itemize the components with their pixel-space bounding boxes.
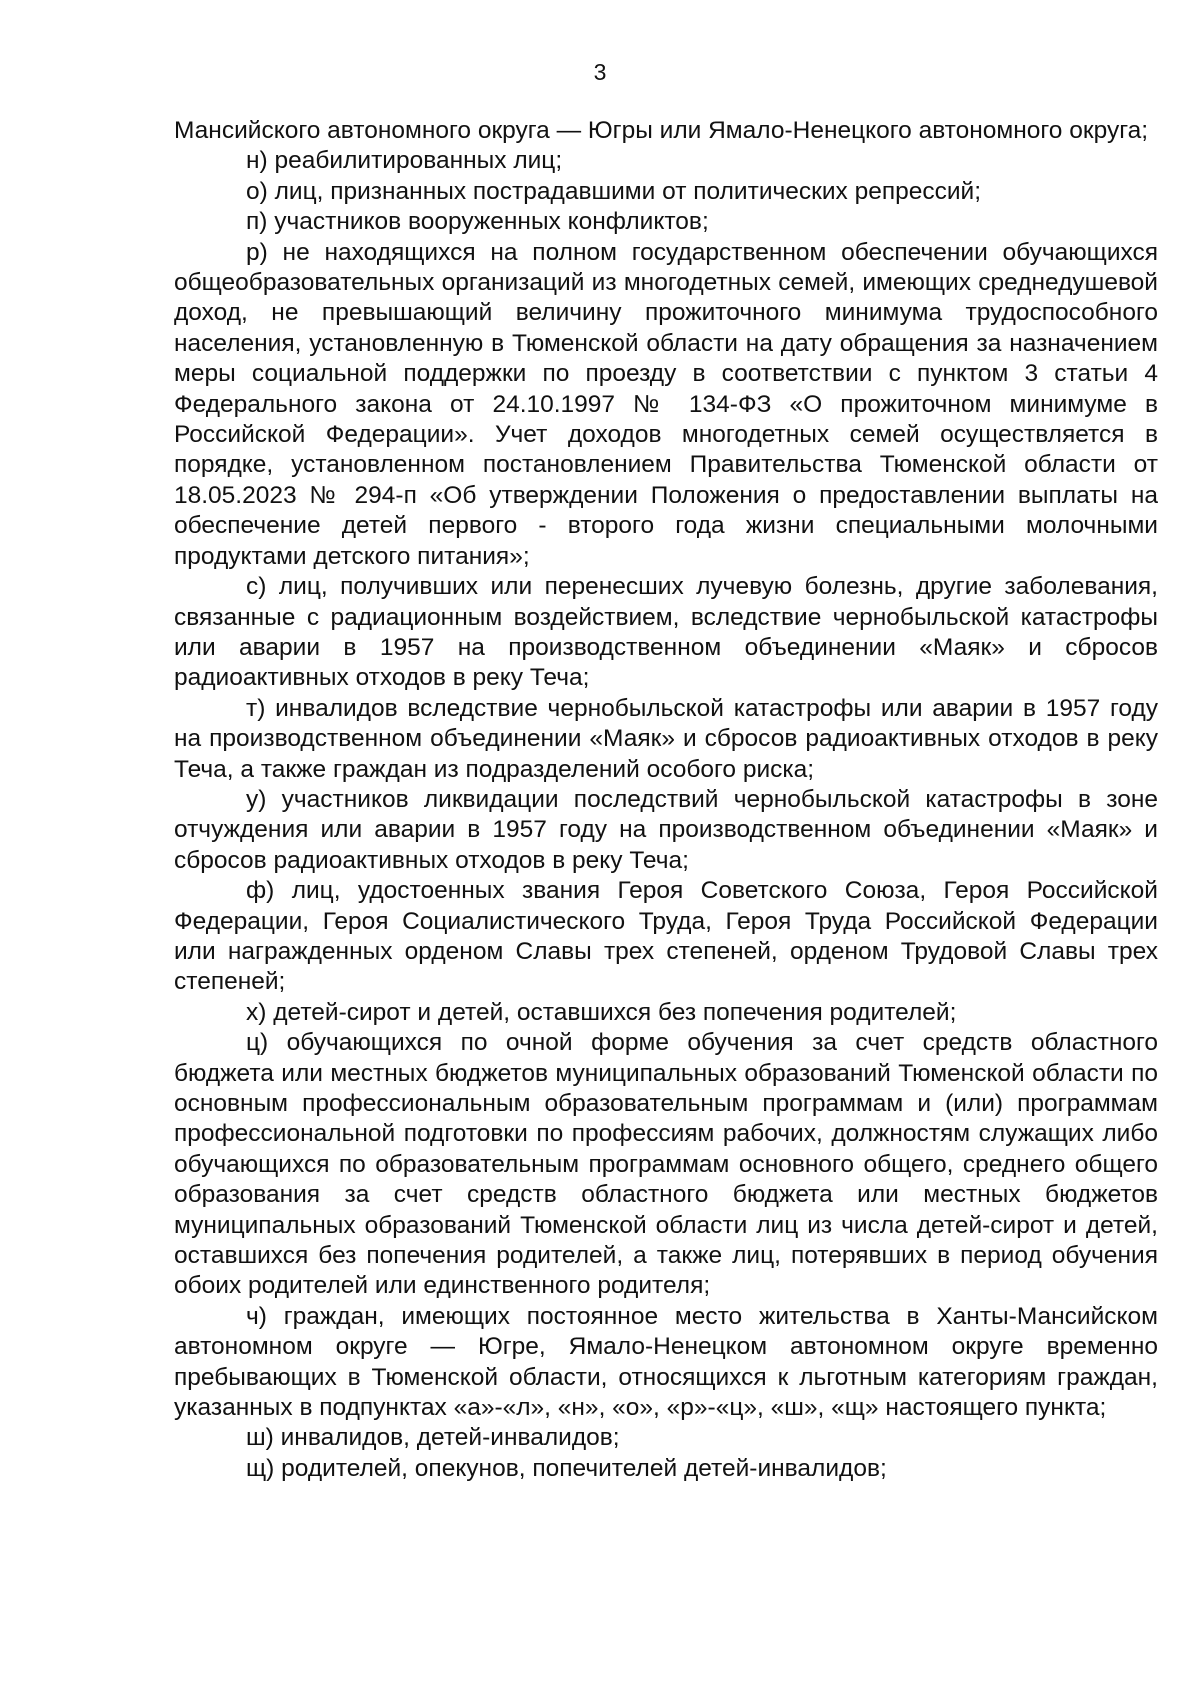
list-item-ts: ц) обучающихся по очной форме обучения за счет средств областного бюджета или местных бюджетов муниципальных образований Тюменской области по основным профессиональным образовательным программам и (или) программам профессиональной подготовки по профессиям рабочих, должностям служащих либо обучающихся по образовательным программам основного общего, среднего общего образования за счет средств областного бюджета или местных бюджетов муниципальных образований Тюменской области лиц из числа детей-сирот и детей, оставшихся без попечения родителей, а также лиц, потерявших в период обучения обоих родителей или единственного родителя; xyxy=(174,1029,1158,1300)
list-item-r: р) не находящихся на полном государственном обеспечении обучающихся общеобразовательных организаций из многодетных семей, имеющих среднедушевой доход, не превышающий величину прожиточного минимума трудоспособного населения, установленную в Тюменской области на дату обращения за назначением меры социальной поддержки по проезду в соответствии с пунктом 3 статьи 4 Федерального закона от 24.10.1997 № 134-ФЗ «О прожиточном минимуме в Российской Федерации». Учет доходов многодетных семей осуществляется в порядке, установленном постановлением Правительства Тюменской области от 18.05.2023 № 294-п «Об утверждении Положения о предоставлении выплаты на обеспечение детей первого - второго года жизни специальными молочными продуктами детского питания»; xyxy=(174,238,1158,570)
list-item-p: п) участников вооруженных конфликтов; xyxy=(246,208,709,236)
list-item-shch: щ) родителей, опекунов, попечителей детей-инвалидов; xyxy=(246,1454,887,1482)
list-item-sh: ш) инвалидов, детей-инвалидов; xyxy=(246,1424,620,1452)
list-item-ch: ч) граждан, имеющих постоянное место жительства в Ханты-Мансийском автономном округе — Югре, Ямало-Ненецком автономном округе временно пребывающих в Тюменской области, относящихся к льготным категориям граждан, указанных в подпунктах «а»-«л», «н», «о», «р»-«ц», «ш», «щ» настоящего пункта; xyxy=(174,1302,1158,1422)
paragraph-continuation: Мансийского автономного округа — Югры или Ямало-Ненецкого автономного округа; xyxy=(174,117,1149,144)
list-item-u: у) участников ликвидации последствий чернобыльской катастрофы в зоне отчуждения или аварии в 1957 году на производственном объединении «Маяк» и сбросов радиоактивных отходов в реку Теча; xyxy=(174,785,1158,874)
list-item-f: ф) лиц, удостоенных звания Героя Советского Союза, Героя Российской Федерации, Героя Социалистического Труда, Героя Труда Российской Федерации или награжденных орденом Славы трех степеней, орденом Трудовой Славы трех степеней; xyxy=(174,877,1158,996)
list-item-t: т) инвалидов вследствие чернобыльской катастрофы или аварии в 1957 году на производственном объединении «Маяк» и сбросов радиоактивных отходов в реку Теча, а также граждан из подразделений особого риска; xyxy=(174,694,1158,783)
page-number: 3 xyxy=(593,59,607,85)
document-body xyxy=(174,116,1158,1484)
list-item-kh: х) детей-сирот и детей, оставшихся без попечения родителей; xyxy=(246,998,957,1026)
list-item-s: с) лиц, получивших или перенесших лучевую болезнь, другие заболевания, связанные с радиационным воздействием, вследствие чернобыльской катастрофы или аварии в 1957 на производственном объединении «Маяк» и сбросов радиоактивных отходов в реку Теча; xyxy=(174,573,1158,692)
list-item-n: н) реабилитированных лиц; xyxy=(246,147,563,175)
list-item-o: о) лиц, признанных пострадавшими от политических репрессий; xyxy=(246,177,982,205)
